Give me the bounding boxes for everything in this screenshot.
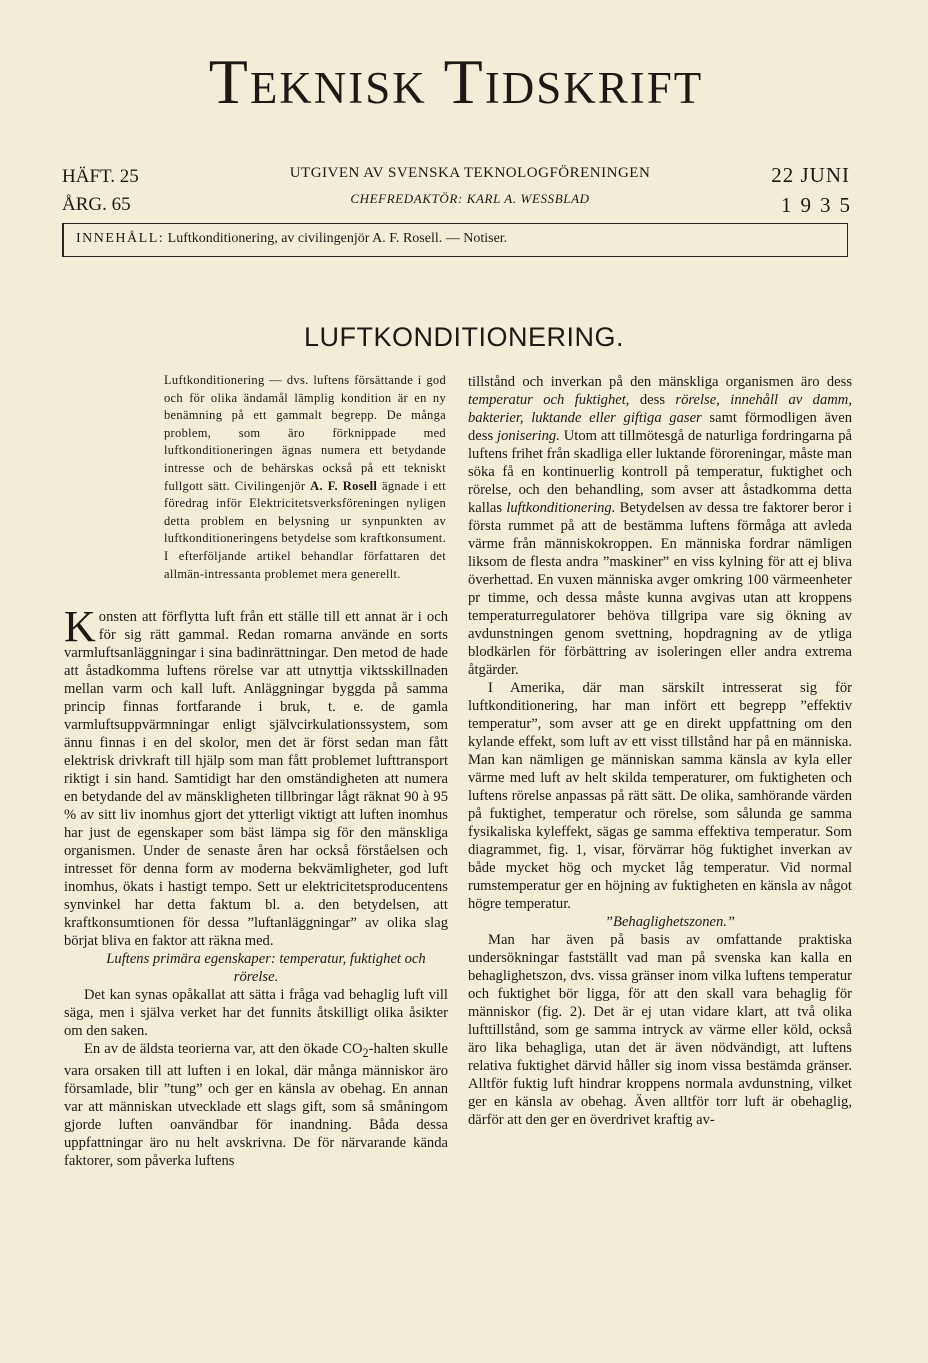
table-of-contents-box xyxy=(62,223,848,257)
contents-label: INNEHÅLL: xyxy=(76,231,165,246)
article-lead xyxy=(164,372,446,583)
issue-date xyxy=(771,160,859,220)
date-year: 1935 xyxy=(781,193,859,217)
contents-text: Luftkonditionering, av civilingenjör A. F. Rosell. — Notiser. xyxy=(167,231,508,246)
paragraph-text: tillstånd och inverkan på den mänskliga organismen äro dess xyxy=(468,374,852,390)
paragraph-text: onsten att förflytta luft från ett ställe till ett annat är i och för sig rätt gammal. Redan romarna använde en sorts varmluftsanläggningar i sina badinrättningar. Den metod de hade att åstadkomma luftens rörelse var att utnyttja viktsskillnaden mellan varm och kall luft. Anläggningar byggda på samma princip finnas fortfarande i bruk, t. e. de gamla varmluftsuppvärmningar enligt självcirkulationssystem, som ännu finnas i en del skolor, men det är först sedan man fått elektrisk drivkraft till hjälp som man fått problemet lufttransport riktigt i sin hand. Samtidigt har den omständigheten att numera en betydande del av mänskligheten tillbringar lågt räknat 90 à 95 % av sitt liv inomhus gjort det ytterligt viktigt att luften inomhus har just de egenskaper som bäst lämpa sig för den mänskliga organismen. Under de senaste åren har också förståelsen och intresset för denna form av moderna bekvämligheter, god luft inomhus, ökats i hastigt tempo. Sett ur elektricitetsproducentens synvinkel har detta faktum bl. a. den betydelsen, att kraftkonsumtionen för dessa ”luftanläggningar” av olika slag börjat bliva en faktor att räkna med. xyxy=(64,609,448,949)
paragraph: Det kan synas opåkallat att sätta i fråga vad behaglig luft vill säga, men i själva verket har det funnits åtskilligt olika åsikter om den saken. xyxy=(64,987,448,1039)
paragraph-text: Utom att tillmötesgå de naturliga fordringarna på luftens frihet från skadliga eller luktande föroreningar, måste man söka få en kontinuerlig kontroll på temperatur, fuktighet och rörelse, och den behandling, som avser att åstadkomma detta kallas xyxy=(468,428,852,516)
emphasis: jonisering. xyxy=(497,428,560,444)
lead-author: A. F. Rosell xyxy=(310,478,378,493)
editor-line: CHEFREDAKTÖR: KARL A. WESSBLAD xyxy=(350,191,590,206)
right-column xyxy=(468,373,852,1129)
paragraph-text: Betydelsen av dessa tre faktorer beror i första rummet på att de bestämma luftens förmåga att avleda värme från människokroppen. En människa fordrar nämligen liksom de flesta andra ”maskiner” en viss kylning för att ej bliva överhettad. En vuxen människa avger omkring 100 värmeenheter pr timme, och dessa måste kunna avgivas utan att kroppens temperaturregulatorer behöva tillgripa vare sig ökning av avdunstningen genom svettning, hopdragning av de ytliga blodkärlen för förbättring av isoleringen eller andra extrema åtgärder. xyxy=(468,500,852,678)
date-day-month: 22 JUNI xyxy=(771,163,850,187)
paragraph xyxy=(64,602,448,950)
masthead-title: Teknisk Tidskrift xyxy=(208,46,704,117)
section-subheading: ”Behaglighetszonen.” xyxy=(604,914,736,930)
paragraph xyxy=(64,1040,448,1170)
lead-text-1: Luftkonditionering — dvs. luftens försättande i god och för olika ändamål lämplig kondition är en ny benämning på ett gammalt begrepp. De många problem, som äro förknippade med luftkonditioneringen ägnas numera ett betydande intresse och de behärskas också på ett tekniskt fullgott sätt. Civilingenjör xyxy=(164,373,446,493)
emphasis: luftkonditionering. xyxy=(506,500,616,516)
paragraph-text: samt förmodligen även dess xyxy=(468,410,852,444)
issue-info xyxy=(62,163,139,219)
paragraph-text: -halten skulle vara orsaken till att luften i en lokal, där många människor äro församlade, blir ”tung” och ger en känsla av obehag. En annan var att människan utvecklade ett slags gift, som så småningom gjorde luften oanvändbar för inandning. Båda dessa uppfattningar äro nu helt avskrivna. De för närvarande kända faktorer, som påverka luftens xyxy=(64,1041,448,1169)
article-title: LUFTKONDITIONERING. xyxy=(303,322,624,352)
drop-cap: K xyxy=(64,602,96,651)
emphasis: rörelse, innehåll av damm, bakterier, luktande eller giftiga gaser xyxy=(468,392,852,426)
paragraph-text: dess xyxy=(639,392,665,408)
volume-number: ÅRG. 65 xyxy=(62,194,131,215)
section-subheading: Luftens primära egenskaper: temperatur, fuktighet och rörelse. xyxy=(106,951,426,985)
issue-number: HÄFT. 25 xyxy=(62,166,139,187)
subscript: 2 xyxy=(362,1045,369,1060)
left-column xyxy=(64,602,448,1170)
paragraph-text: En av de äldsta teorierna var, att den ökade CO xyxy=(84,1041,363,1057)
paragraph: Man har även på basis av omfattande praktiska undersökningar fastställt vad man på svenska kan kalla en behaglighetszon, dvs. vissa gränser inom vilka luftens temperatur och fuktighet bör ligga, för att den skall vara behaglig för människor (fig. 2). Det är ej utan vidare klart, att två olika lufttillstånd, som ge samma intryck av värme eller köld, också äro lika behagliga, utan det är även nödvändigt, att luftens relativa fuktighet därvid håller sig inom vissa bestämda gränser. Alltför fuktig luft hindrar kroppens normala avdunstning, vilket ger en känsla av obehag. Även alltför torr luft är obehaglig, därför att den ger en överdrivet kraftig av- xyxy=(468,932,852,1128)
publisher-info xyxy=(200,163,740,207)
lead-text-2: ägnade i ett föredrag inför Elektricitetsverksföreningen nyligen detta problem en belysning ur synpunkten av luftkonditioneringens betydelse som kraftkonsument. I efterföljande artikel behandlar författaren det allmän-intressanta problemet mera generellt. xyxy=(164,478,446,581)
paragraph xyxy=(468,373,852,679)
emphasis: temperatur och fuktighet, xyxy=(468,392,630,408)
paragraph: I Amerika, där man särskilt intresserat sig för luftkonditionering, har man infört ett begrepp ”effektiv temperatur”, som avser att ge en direkt uppfattning om den kylande effekt, som luft av ett visst tillstånd har på en människa. Man kan nämligen ge människan samma känsla av kyla eller värme med luft av helt skilda temperaturer, om fuktigheten och luftens rörelse anpassas på rätt sätt. De olika, samhörande värden på fuktighet, temperatur och rörelse, som sålunda ge samma fysikaliska kyleffekt, sägas ge samma effektiva temperatur. Som diagrammet, fig. 1, visar, förvärrar hög fuktighet inverkan av både mycket hög och mycket låg temperatur. Vid normal rumstemperatur ger en höjning av fuktigheten en känsla av något högre temperatur. xyxy=(468,680,852,912)
publisher-line: UTGIVEN AV SVENSKA TEKNOLOGFÖRENINGEN xyxy=(289,165,651,181)
